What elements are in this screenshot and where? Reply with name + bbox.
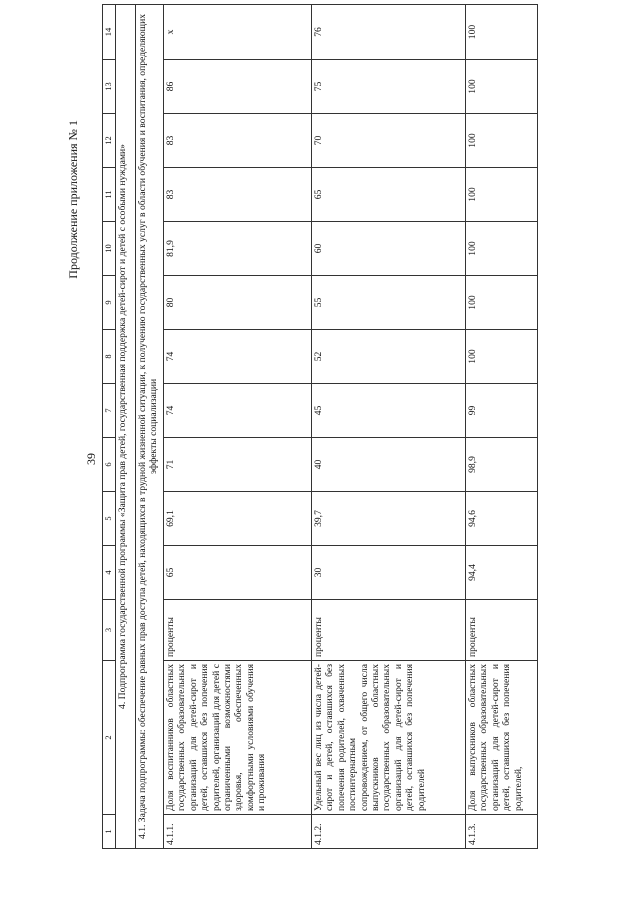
column-number: 13 <box>103 60 116 114</box>
indicator-value: 100 <box>466 60 538 114</box>
indicator-value: 98,9 <box>466 438 538 492</box>
indicator-unit: проценты <box>312 600 466 661</box>
column-number: 2 <box>103 661 116 815</box>
indicator-name: Удельный вес лиц из числа детей-сирот и детей, оставшихся без попечения родителей, охваченных постинтернатным сопровождением, от общего числа выпускников областных государственных образовательных организаций для детей-сирот и детей, оставшихся без попечения родителей <box>312 661 466 815</box>
indicator-value: 69,1 <box>164 492 312 546</box>
indicator-value: 100 <box>466 114 538 168</box>
column-number: 6 <box>103 438 116 492</box>
column-number: 7 <box>103 384 116 438</box>
indicator-value: 76 <box>312 5 466 60</box>
indicator-name: Доля воспитанников областных государственных образовательных организаций для детей-сирот и детей, оставшихся без попечения родителей, организаций для детей с ограниченными возможностями здоровья, обеспеченных комфортными условиями обучения и проживания <box>164 661 312 815</box>
indicator-value: 100 <box>466 5 538 60</box>
indicator-value: 45 <box>312 384 466 438</box>
table-row <box>312 5 466 849</box>
indicator-value: 71 <box>164 438 312 492</box>
column-number: 14 <box>103 5 116 60</box>
column-number: 1 <box>103 815 116 849</box>
table-row <box>466 5 538 849</box>
subprogram-row <box>116 5 136 849</box>
indicator-value: 99 <box>466 384 538 438</box>
indicator-value: 70 <box>312 114 466 168</box>
indicator-value: 52 <box>312 330 466 384</box>
indicator-value: 75 <box>312 60 466 114</box>
indicator-value: 65 <box>312 168 466 222</box>
indicator-value: 81,9 <box>164 222 312 276</box>
indicator-unit: проценты <box>466 600 538 661</box>
indicator-value: 74 <box>164 330 312 384</box>
column-number: 10 <box>103 222 116 276</box>
indicator-id: 4.1.2. <box>312 815 466 849</box>
indicator-value: 86 <box>164 60 312 114</box>
column-number: 8 <box>103 330 116 384</box>
indicator-id: 4.1.3. <box>466 815 538 849</box>
indicator-value: 83 <box>164 168 312 222</box>
indicator-value: 65 <box>164 546 312 600</box>
column-number: 4 <box>103 546 116 600</box>
indicator-value: x <box>164 5 312 60</box>
indicator-value: 60 <box>312 222 466 276</box>
column-number: 11 <box>103 168 116 222</box>
indicator-value: 55 <box>312 276 466 330</box>
table-row <box>164 5 312 849</box>
indicator-value: 94,4 <box>466 546 538 600</box>
indicator-value: 100 <box>466 276 538 330</box>
appendix-continuation: Продолжение приложения № 1 <box>66 120 80 279</box>
column-number: 5 <box>103 492 116 546</box>
column-number: 12 <box>103 114 116 168</box>
indicators-table <box>102 4 538 849</box>
indicator-value: 74 <box>164 384 312 438</box>
task-title: 4.1. Задача подпрограммы: обеспечение равных прав доступа детей, находящихся в трудной жизненной ситуации, к получению государственных услуг в области обучения и воспитания, определяющих эффекты социализации <box>136 5 164 849</box>
indicator-value: 30 <box>312 546 466 600</box>
indicator-id: 4.1.1. <box>164 815 312 849</box>
indicator-unit: проценты <box>164 600 312 661</box>
column-number-row <box>103 5 116 849</box>
indicator-value: 40 <box>312 438 466 492</box>
column-number: 9 <box>103 276 116 330</box>
indicator-value: 39,7 <box>312 492 466 546</box>
column-number: 3 <box>103 600 116 661</box>
indicator-value: 100 <box>466 330 538 384</box>
indicator-value: 80 <box>164 276 312 330</box>
task-row <box>136 5 164 849</box>
page-number: 39 <box>84 453 98 465</box>
indicator-value: 100 <box>466 222 538 276</box>
indicator-value: 94,6 <box>466 492 538 546</box>
indicator-name: Доля выпускников областных государственных образовательных организаций для детей-сирот и детей, оставшихся без попечения родителей, <box>466 661 538 815</box>
indicator-value: 100 <box>466 168 538 222</box>
indicator-value: 83 <box>164 114 312 168</box>
subprogram-title: 4. Подпрограмма государственной программы «Защита прав детей, государственная поддержка детей-сирот и детей с особыми нуждами» <box>116 5 136 849</box>
